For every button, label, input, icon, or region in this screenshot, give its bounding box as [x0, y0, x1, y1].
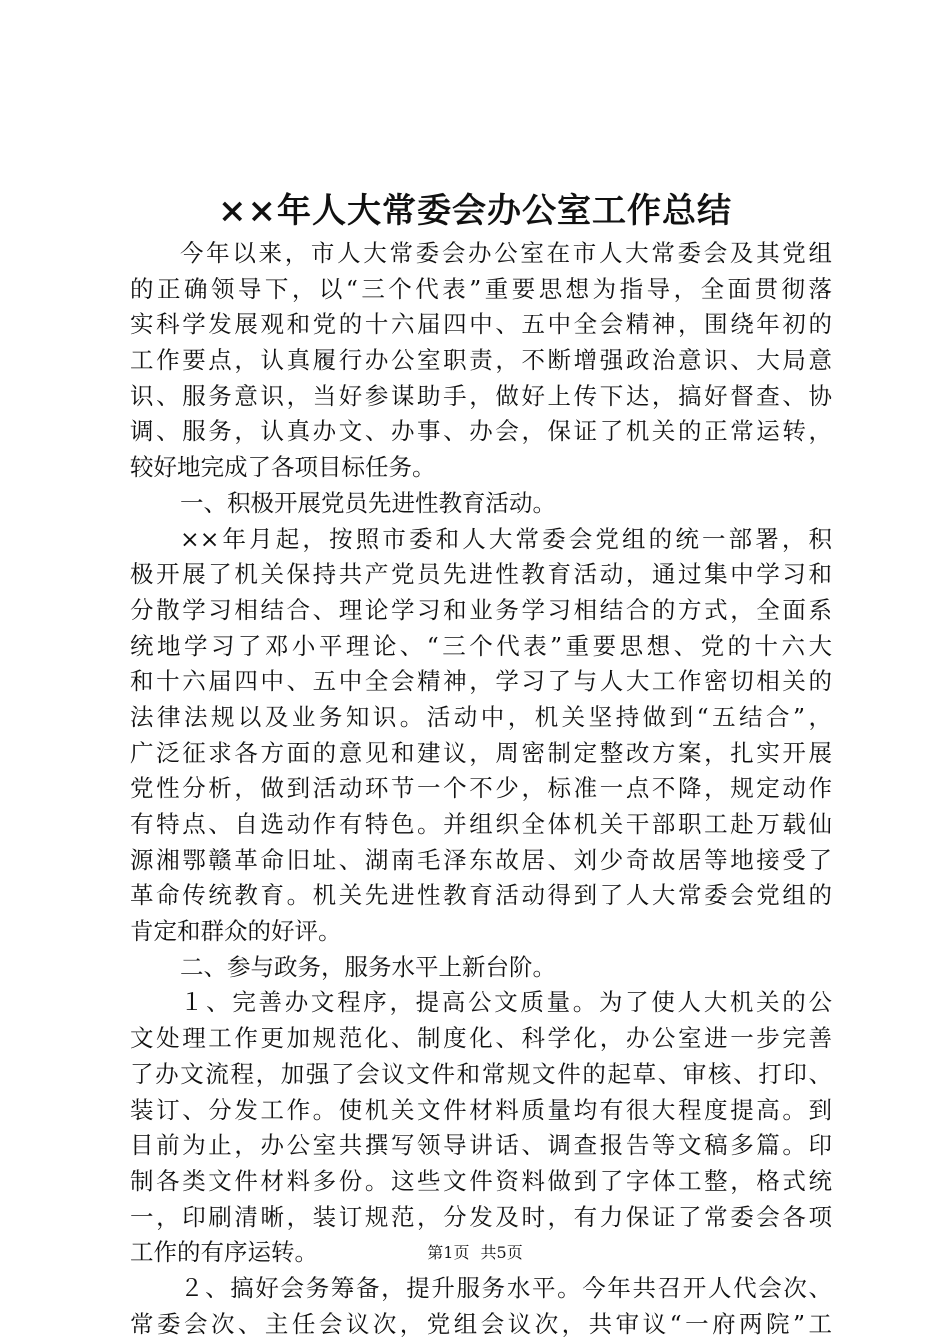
- text-line: 极开展了机关保持共产党员先进性教育活动，通过集中学习和: [130, 560, 832, 589]
- text-line: 和十六届四中、五中全会精神，学习了与人大工作密切相关的: [130, 667, 832, 696]
- text-line: 装订、分发工作。使机关文件材料质量均有很大程度提高。到: [130, 1095, 832, 1124]
- text-line: 一、积极开展党员先进性教育活动。: [180, 488, 556, 517]
- page-footer: [0, 1241, 950, 1265]
- text-line: 今年以来，市人大常委会办公室在市人大常委会及其党组: [180, 239, 832, 267]
- text-line: 有特点、自选动作有特色。并组织全体机关干部职工赴万载仙: [130, 810, 832, 838]
- text-line: 识、服务意识，当好参谋助手，做好上传下达，搞好督查、协: [130, 381, 832, 410]
- text-line: 肯定和群众的好评。: [130, 917, 342, 946]
- text-line: 制各类文件材料多份。这些文件资料做到了字体工整，格式统: [130, 1166, 832, 1195]
- text-line: 革命传统教育。机关先进性教育活动得到了人大常委会党组的: [130, 881, 832, 910]
- text-line: 目前为止，办公室共撰写领导讲话、调查报告等文稿多篇。印: [130, 1131, 832, 1160]
- text-line: 统地学习了邓小平理论、“三个代表”重要思想、党的十六大: [130, 631, 832, 660]
- text-line: 工作要点，认真履行办公室职责，不断增强政治意识、大局意: [130, 346, 832, 375]
- text-line: ××年月起，按照市委和人大常委会党组的统一部署，积: [180, 524, 832, 553]
- page-total: 共5页: [480, 1243, 523, 1262]
- text-line: 实科学发展观和党的十六届四中、五中全会精神，围绕年初的: [130, 310, 832, 339]
- text-line: 的正确领导下，以“三个代表”重要思想为指导，全面贯彻落: [130, 274, 832, 303]
- text-line: 调、服务，认真办文、办事、办会，保证了机关的正常运转，: [130, 417, 832, 446]
- document-body: [130, 236, 832, 1342]
- text-line: 二、参与政务，服务水平上新台阶。: [180, 952, 556, 981]
- text-line: 法律法规以及业务知识。活动中，机关坚持做到“五结合”，: [130, 702, 832, 731]
- text-line: 分散学习相结合、理论学习和业务学习相结合的方式，全面系: [130, 595, 832, 624]
- text-line: 一，印刷清晰，装订规范，分发及时，有力保证了常委会各项: [130, 1202, 832, 1231]
- text-line: 常委会次、主任会议次，党组会议次，共审议“一府两院”工: [130, 1309, 832, 1338]
- text-line: １、完善办文程序，提高公文质量。为了使人大机关的公: [180, 988, 832, 1017]
- text-line: 工作的有序运转。: [130, 1238, 318, 1267]
- document-title: ××年人大常委会办公室工作总结: [218, 191, 732, 231]
- text-line: 较好地完成了各项目标任务。: [130, 453, 436, 482]
- text-line: 了办文流程，加强了会议文件和常规文件的起草、审核、打印、: [130, 1059, 832, 1088]
- text-line: 党性分析，做到活动环节一个不少，标准一点不降，规定动作: [130, 774, 832, 803]
- text-line: 源湘鄂赣革命旧址、湖南毛泽东故居、刘少奇故居等地接受了: [130, 845, 832, 874]
- text-line: 文处理工作更加规范化、制度化、科学化，办公室进一步完善: [130, 1024, 832, 1053]
- text-line: ２、搞好会务筹备，提升服务水平。今年共召开人代会次、: [180, 1273, 832, 1302]
- page-number: 第1页: [427, 1243, 470, 1262]
- text-line: 广泛征求各方面的意见和建议，周密制定整改方案，扎实开展: [130, 738, 832, 767]
